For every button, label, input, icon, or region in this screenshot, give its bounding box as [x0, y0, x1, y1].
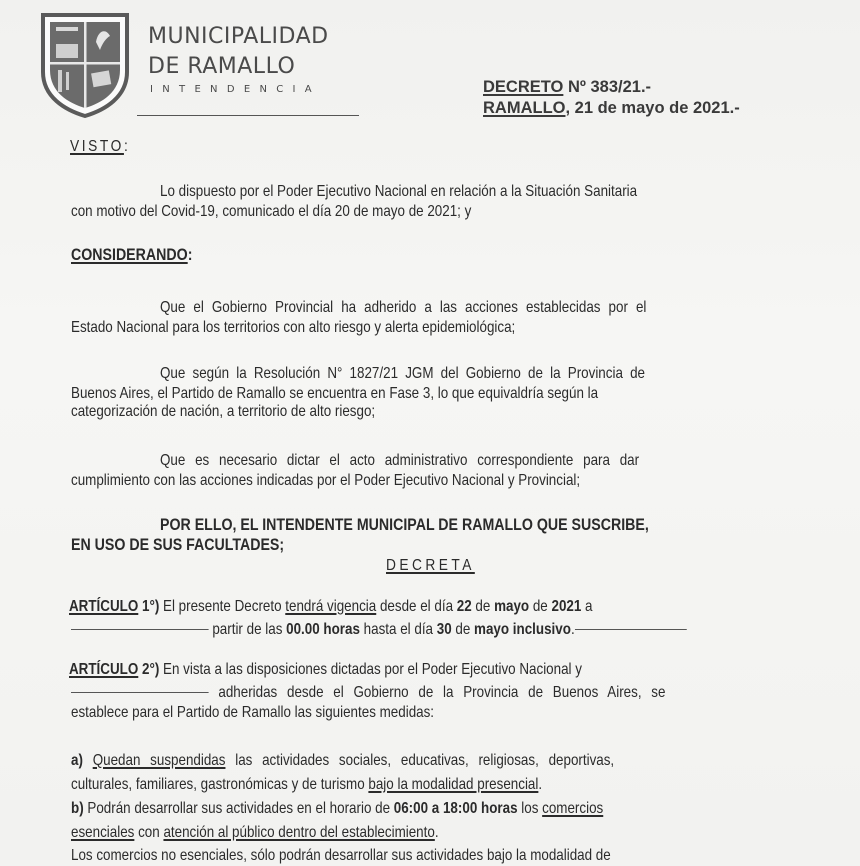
item-c-line1: Los comercios no esenciales, sólo podrán desarrollar sus actividades bajo la modalidad de [71, 847, 611, 864]
decreta-heading-text: DECRETA [386, 557, 475, 574]
articulo1-num: 1°) [138, 598, 160, 615]
considerando-p1-line2: Estado Nacional para los territorios con alto riesgo y alerta epidemiológica; [71, 319, 516, 336]
text: desde el día [376, 598, 457, 615]
text: a [581, 598, 593, 615]
text: con [134, 824, 164, 841]
text: culturales, familiares, gastronómicas y de turismo [71, 776, 369, 793]
por-ello-line1: POR ELLO, EL INTENDENTE MUNICIPAL DE RAMALLO QUE SUSCRIBE, [160, 516, 649, 534]
text: las actividades sociales, educativas, religiosas, deportivas, [225, 752, 615, 769]
text: partir de las [212, 621, 287, 638]
item-b-line2 [71, 823, 439, 843]
text: En vista a las disposiciones dictadas por el Poder Ejecutivo Nacional y [159, 661, 582, 678]
considerando-p3-line2: cumplimiento con las acciones indicadas por el Poder Ejecutivo Nacional y Provincial; [71, 472, 581, 489]
articulo2-line2 [71, 683, 665, 703]
text-bold: 00.00 horas [286, 621, 360, 638]
articulo1-line2 [71, 620, 686, 640]
filler-dash [575, 629, 687, 630]
org-subtitle: INTENDENCIA [150, 84, 321, 95]
org-name-line2: DE RAMALLO [148, 54, 296, 79]
visto-heading-text: VISTO [70, 138, 124, 155]
por-ello-line2: EN USO DE SUS FACULTADES; [71, 536, 285, 554]
header-divider [137, 115, 359, 116]
item-b-label: b) [71, 800, 84, 817]
decree-number-value: Nº 383/21.- [563, 78, 652, 96]
considerando-heading: CONSIDERANDO: [71, 246, 193, 264]
decree-date [483, 99, 740, 118]
text: . [434, 824, 439, 841]
municipal-shield-icon [40, 12, 130, 118]
place-label: RAMALLO [483, 99, 566, 117]
text: adheridas desde el Gobierno de la Provincia de Buenos Aires, se [218, 684, 666, 701]
articulo1-line1 [69, 597, 593, 617]
text-bold: mayo [494, 598, 530, 615]
decree-label: DECRETO [483, 78, 564, 96]
considerando-heading-text: CONSIDERANDO [71, 246, 188, 264]
text-underlined: comercios [542, 800, 604, 817]
item-b-line1 [71, 799, 603, 819]
item-a-line2 [71, 775, 542, 795]
decreta-heading [386, 556, 475, 576]
considerando-p3-line1: Que es necesario dictar el acto administrativo correspondiente para dar [160, 452, 640, 469]
text-underlined: tendrá vigencia [285, 598, 377, 615]
text-underlined: bajo la modalidad presencial [368, 776, 539, 793]
text: Podrán desarrollar sus actividades en el horario de [83, 800, 394, 817]
text: . [570, 621, 575, 638]
considerando-p2-line1: Que según la Resolución N° 1827/21 JGM del Gobierno de la Provincia de [160, 365, 645, 382]
item-a-line1 [71, 751, 614, 771]
org-name-line1: MUNICIPALIDAD [148, 24, 329, 49]
text: los [517, 800, 543, 817]
filler-dash [71, 692, 209, 693]
filler-dash [71, 629, 209, 630]
date-value: , 21 de mayo de 2021.- [565, 99, 740, 117]
visto-line-2: con motivo del Covid-19, comunicado el día 20 de mayo de 2021; y [71, 203, 472, 220]
text: hasta el día [359, 621, 437, 638]
articulo2-line3: establece para el Partido de Ramallo las siguientes medidas: [71, 704, 435, 721]
text-bold: 06:00 a 18:00 horas [393, 800, 518, 817]
text: de [471, 598, 495, 615]
text: de [529, 598, 552, 615]
text: El presente Decreto [159, 598, 286, 615]
item-a-label: a) [71, 752, 83, 769]
visto-heading: VISTO: [70, 138, 131, 155]
considerando-p1-line1: Que el Gobierno Provincial ha adherido a las acciones establecidas por el [160, 299, 647, 316]
text-underlined: esenciales [71, 824, 135, 841]
text-underlined: atención al público dentro del establecimiento [163, 824, 435, 841]
text-bold: 30 [436, 621, 452, 638]
text: de [451, 621, 475, 638]
articulo2-line1 [69, 660, 582, 680]
considerando-p2-line3: categorización de nación, a territorio de alto riesgo; [71, 403, 376, 420]
text-underlined: Quedan suspendidas [92, 752, 226, 769]
articulo2-num: 2°) [138, 661, 160, 678]
text-bold: 2021 [551, 598, 582, 615]
text-bold: mayo inclusivo [474, 621, 571, 638]
articulo1-label: ARTÍCULO [69, 598, 139, 615]
decree-number [483, 78, 651, 97]
considerando-p2-line2: Buenos Aires, el Partido de Ramallo se encuentra en Fase 3, lo que equivaldría según la [71, 385, 599, 402]
text: . [538, 776, 543, 793]
text-bold: 22 [456, 598, 472, 615]
visto-line-1: Lo dispuesto por el Poder Ejecutivo Nacional en relación a la Situación Sanitaria [160, 183, 638, 200]
articulo2-label: ARTÍCULO [69, 661, 139, 678]
